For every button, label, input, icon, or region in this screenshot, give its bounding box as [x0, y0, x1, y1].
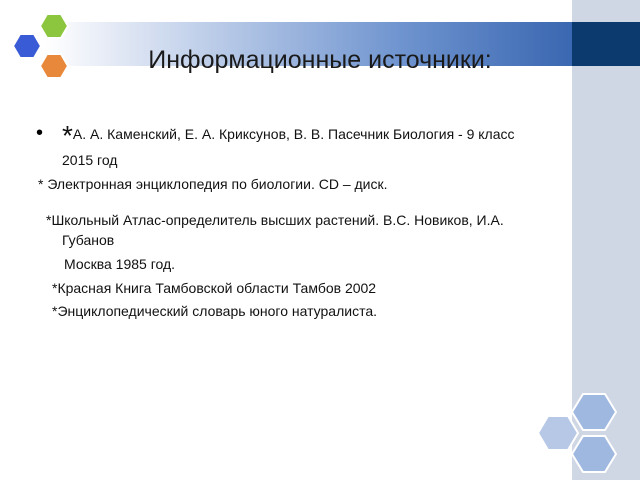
- source-item-1-line-2: 2015 год: [62, 152, 118, 168]
- bullet-marker: •: [36, 122, 44, 144]
- source-item-5: *Энциклопедический словарь юного натуралиста.: [52, 303, 378, 319]
- decor-hexagons: [536, 392, 626, 478]
- source-item-2: * Электронная энциклопедия по биологии. CD – диск.: [38, 176, 388, 192]
- source-item-1-text: А. А. Каменский, Е. А. Криксунов, В. В. Пасечник Биология - 9 класс: [72, 126, 515, 142]
- source-item-1-line-1: [62, 120, 515, 152]
- hexagon-cluster-icon: [536, 392, 626, 478]
- star-marker: *: [62, 120, 73, 151]
- slide-title: Информационные источники:: [148, 46, 492, 74]
- source-item-3-line-1: *Школьный Атлас-определитель высших растений. В.С. Новиков, И.А.: [46, 212, 504, 228]
- source-item-3-line-3: Москва 1985 год.: [64, 256, 176, 272]
- source-item-3-line-2: Губанов: [62, 232, 115, 248]
- source-item-4: *Красная Книга Тамбовской области Тамбов 2002: [52, 280, 377, 296]
